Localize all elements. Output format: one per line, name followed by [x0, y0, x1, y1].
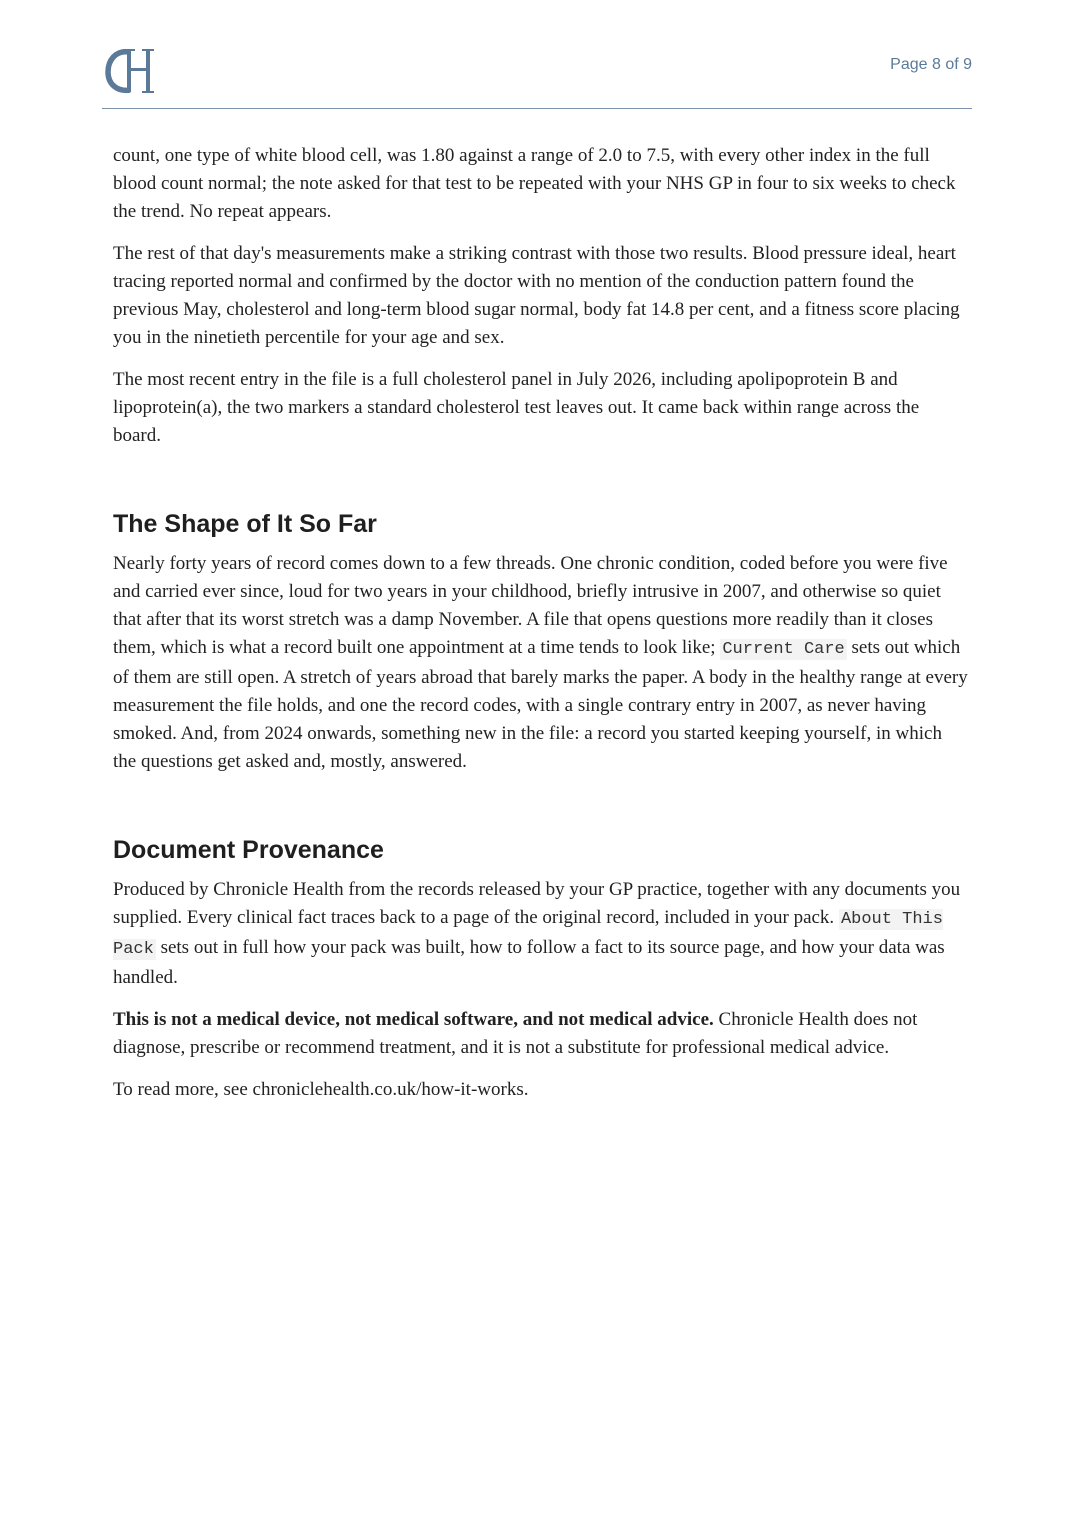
paragraph-text: Chronicle Health does not diagnose, prescribe or recommend treatment, and it is not a substitute for professional medical advice.: [113, 1009, 918, 1058]
chronicle-health-logo: [105, 47, 161, 95]
disclaimer-bold: This is not a medical device, not medical software, and not medical advice.: [113, 1009, 714, 1030]
body-paragraph: [113, 876, 968, 992]
body-paragraph: count, one type of white blood cell, was 1.80 against a range of 2.0 to 7.5, with every other index in the full blood count normal; the note asked for that test to be repeated with your NHS GP in four to six weeks to check the trend. No repeat appears.: [113, 145, 956, 222]
section-heading-shape: The Shape of It So Far: [113, 510, 377, 538]
body-paragraph: The most recent entry in the file is a full cholesterol panel in July 2026, including apolipoprotein B and lipoprotein(a), the two markers a standard cholesterol test leaves out. It came back within range across the board.: [113, 369, 920, 446]
section-reference-current-care: Current Care: [722, 640, 845, 659]
paragraph-text: Nearly forty years of record comes down to a few threads. One chronic condition, coded before you were five and carried ever since, loud for two years in your childhood, briefly intrusive in 2007, and otherwise so quiet that after that its worst stretch was a damp November. A file that opens questions more readily than it closes them, which is what a record built one appointment at a time tends to look like;: [113, 553, 948, 658]
paragraph-text: sets out which of them are still open. A stretch of years abroad that barely marks the paper. A body in the healthy range at every measurement the file holds, and one the record codes, with a single contrary entry in 2007, as never having smoked. And, from 2024 onwards, something new in the file: a record you started keeping yourself, in which the questions get asked and, mostly, answered.: [113, 637, 968, 772]
read-more-paragraph: To read more, see chroniclehealth.co.uk/how-it-works.: [113, 1079, 529, 1100]
body-paragraph: The rest of that day's measurements make a striking contrast with those two results. Blood pressure ideal, heart tracing reported normal and confirmed by the doctor with no mention of the conduction pattern found the previous May, cholesterol and long-term blood sugar normal, body fat 14.8 per cent, and a fitness score placing you in the ninetieth percentile for your age and sex.: [113, 243, 960, 348]
paragraph-text: Produced by Chronicle Health from the records released by your GP practice, together with any documents you supplied. Every clinical fact traces back to a page of the original record, included in your pack.: [113, 879, 961, 928]
document-body: [113, 142, 968, 1118]
body-paragraph: [113, 550, 968, 776]
disclaimer-paragraph: [113, 1006, 968, 1062]
paragraph-text: sets out in full how your pack was built, how to follow a fact to its source page, and how your data was handled.: [113, 937, 945, 988]
section-reference-about-pack: About This Pack: [113, 910, 943, 959]
section-heading-provenance: Document Provenance: [113, 836, 384, 864]
page-indicator: Page 8 of 9: [890, 56, 972, 73]
page-header: [102, 0, 972, 109]
